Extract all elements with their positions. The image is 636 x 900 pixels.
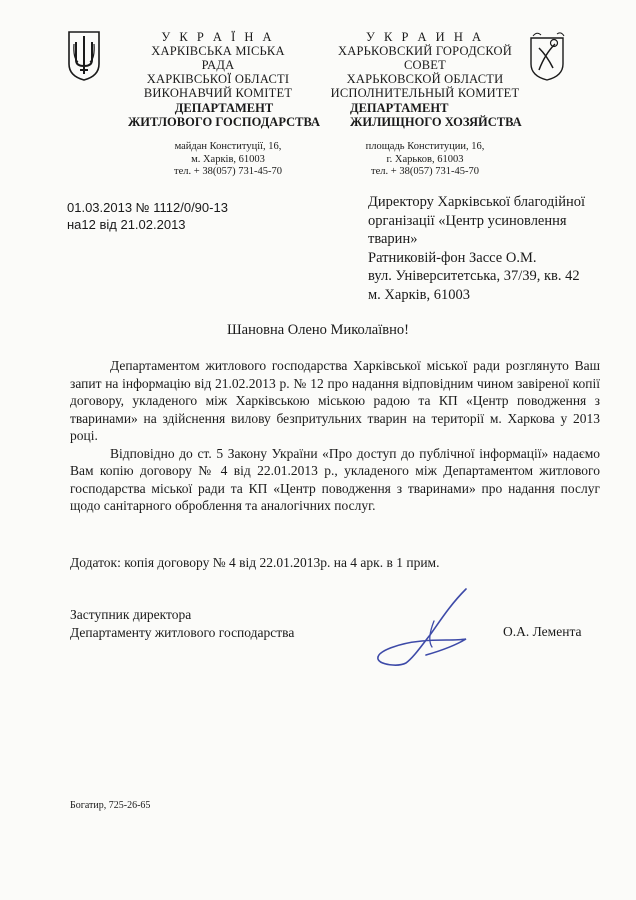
addr-ru-line1: площадь Конституции, 16, bbox=[365, 141, 485, 152]
addr-ru-phone: тел. + 38(057) 731-45-70 bbox=[371, 166, 479, 177]
dept-ru-line1: ДЕПАРТАМЕНТ bbox=[350, 101, 449, 115]
header-ru-country: У К Р А И Н А bbox=[366, 30, 484, 44]
addr-ru-line2: г. Харьков, 61003 bbox=[386, 153, 464, 165]
header-ua-country: У К Р А Ї Н А bbox=[161, 30, 275, 44]
recipient-line1: Директору Харківської благодійної bbox=[368, 194, 586, 210]
attachment-note: Додаток: копія договору № 4 від 22.01.2013р. на 4 арк. в 1 прим. bbox=[70, 555, 440, 570]
header-ru-line2: СОВЕТ bbox=[404, 58, 446, 72]
recipient-line4: Ратниковій-фон Зассе О.М. bbox=[368, 249, 537, 266]
dept-ua-line2: ЖИТЛОВОГО ГОСПОДАРСТВА bbox=[127, 115, 321, 129]
salutation: Шановна Олено Миколаївно! bbox=[227, 322, 409, 338]
recipient-line3: тварин» bbox=[368, 231, 418, 247]
recipient-line6: м. Харків, 61003 bbox=[368, 286, 471, 303]
addr-ua-phone: тел. + 38(057) 731-45-70 bbox=[174, 166, 282, 177]
header-ua-line3: ХАРКІВСЬКОЇ ОБЛАСТІ bbox=[146, 72, 290, 86]
signatory-name: О.А. Лемента bbox=[503, 624, 582, 639]
body-paragraph-2: Відповідно до ст. 5 Закону України «Про доступ до публічної інформації» надаємо Вам копію договору № 4 від 22.01.2013 р., укладеного між Департаментом житлового господарства міської ради та КП «Центр поводження з тваринами» про надання послуг щодо санітарного оброблення та аналогічних послуг. bbox=[70, 445, 600, 513]
header-ua-line4: ВИКОНАВЧИЙ КОМІТЕТ bbox=[143, 86, 293, 100]
recipient-block bbox=[368, 193, 628, 304]
dept-ua-line1: ДЕПАРТАМЕНТ bbox=[174, 101, 274, 115]
addr-ua-line1: майдан Конституції, 16, bbox=[174, 141, 282, 152]
department-ukrainian bbox=[118, 101, 330, 129]
letter-body bbox=[70, 357, 600, 515]
handwritten-signature bbox=[370, 585, 480, 670]
kharkiv-coat-of-arms-icon bbox=[527, 30, 567, 82]
header-ua-line2: РАДА bbox=[201, 58, 235, 72]
header-ru-line1: ХАРЬКОВСКИЙ ГОРОДСКОЙ bbox=[337, 44, 513, 58]
body-paragraph-1: Департаментом житлового господарства Харківської міської ради розглянуто Ваш запит на інформацію від 21.02.2013 р. № 12 про надання відповідним чином завіреної копії договору, укладеного між Харківською міською радою та КП «Центр поводження з тваринами» на здійснення вилову безпритульних тварин на території м. Харкова у 2013 році. bbox=[70, 358, 600, 443]
trident-emblem-icon bbox=[66, 30, 102, 82]
header-ru-line4: ИСПОЛНИТЕЛЬНЫЙ КОМИТЕТ bbox=[330, 86, 520, 100]
registration-block bbox=[67, 199, 307, 233]
executor-contact: Богатир, 725-26-65 bbox=[70, 800, 151, 811]
signatory-title bbox=[70, 606, 370, 642]
department-russian bbox=[350, 101, 530, 129]
header-ukrainian bbox=[118, 30, 318, 100]
registration-reference: на12 від 21.02.2013 bbox=[67, 217, 186, 232]
signatory-title-line2: Департаменту житлового господарства bbox=[70, 625, 295, 640]
signatory-title-line1: Заступник директора bbox=[70, 607, 192, 622]
recipient-line2: організації «Центр усиновлення bbox=[368, 212, 567, 229]
address-russian bbox=[330, 141, 520, 179]
dept-ru-line2: ЖИЛИЩНОГО ХОЗЯЙСТВА bbox=[350, 115, 522, 129]
header-ru-line3: ХАРЬКОВСКОЙ ОБЛАСТИ bbox=[346, 72, 504, 86]
header-ua-line1: ХАРКІВСЬКА МІСЬКА bbox=[151, 44, 285, 58]
address-ukrainian bbox=[128, 141, 328, 179]
recipient-line5: вул. Університетська, 37/39, кв. 42 bbox=[368, 268, 580, 284]
registration-number: 01.03.2013 № 1112/0/90-13 bbox=[67, 200, 228, 215]
header-russian bbox=[330, 30, 520, 100]
addr-ua-line2: м. Харків, 61003 bbox=[191, 153, 265, 165]
